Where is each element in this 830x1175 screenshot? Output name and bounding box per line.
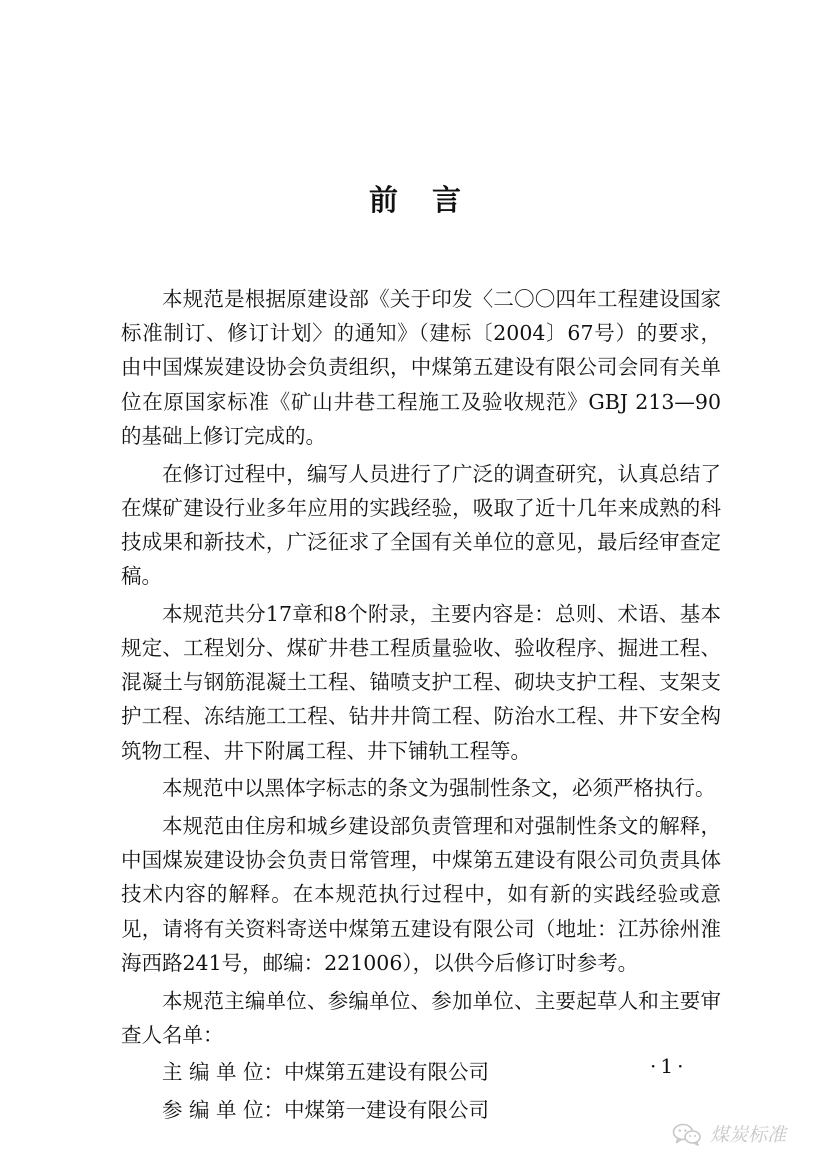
paragraph-revision-process: 在修订过程中，编写人员进行了广泛的调查研究，认真总结了在煤矿建设行业多年应用的实践经验，吸取了近十几年来成熟的科技成果和新技术，广泛征求了全国有关单位的意见，最后经审查定稿。 xyxy=(121,461,721,589)
paragraph-mandatory-provisions: 本规范中以黑体字标志的条文为强制性条文，必须严格执行。 xyxy=(162,776,716,801)
wechat-icon xyxy=(672,1122,702,1146)
body-text xyxy=(121,282,721,1127)
paragraph-participants-intro: 本规范主编单位、参编单位、参加单位、主要起草人和主要审查人名单： xyxy=(121,988,721,1047)
co-editor-unit: 参 编 单 位：中煤第一建设有限公司 xyxy=(162,1098,490,1123)
chief-editor-unit: 主 编 单 位：中煤第五建设有限公司 xyxy=(162,1060,490,1085)
paragraph-contents: 本规范共分17章和8个附录，主要内容是：总则、术语、基本规定、工程划分、煤矿井巷工程质量验收、验收程序、掘进工程、混凝土与钢筋混凝土工程、锚喷支护工程、砌块支护工程、支架支护工程、冻结施工工程、钻井井筒工程、防治水工程、井下安全构筑物工程、井下附属工程、井下铺轨工程等。 xyxy=(121,601,721,763)
paragraph-management: 本规范由住房和城乡建设部负责管理和对强制性条文的解释，中国煤炭建设协会负责日常管理，中煤第五建设有限公司负责具体技术内容的解释。在本规范执行过程中，如有新的实践经验或意见，请将有关资料寄送中煤第五建设有限公司（地址：江苏徐州淮海西路241号，邮编：221006），以供今后修订时参考。 xyxy=(121,814,721,975)
watermark-text: 煤炭标准 xyxy=(710,1124,787,1146)
paragraph-basis: 本规范是根据原建设部《关于印发〈二〇〇四年工程建设国家标准制订、修订计划〉的通知》（建标〔2004〕67号）的要求，由中国煤炭建设协会负责组织，中煤第五建设有限公司会同有关单位在原国家标准《矿山井巷工程施工及验收规范》GBJ 213—90的基础上修订完成的。 xyxy=(121,287,721,448)
watermark xyxy=(672,1120,786,1147)
page-title: 前言 xyxy=(368,183,495,217)
page-number: ·1· xyxy=(650,1054,688,1078)
